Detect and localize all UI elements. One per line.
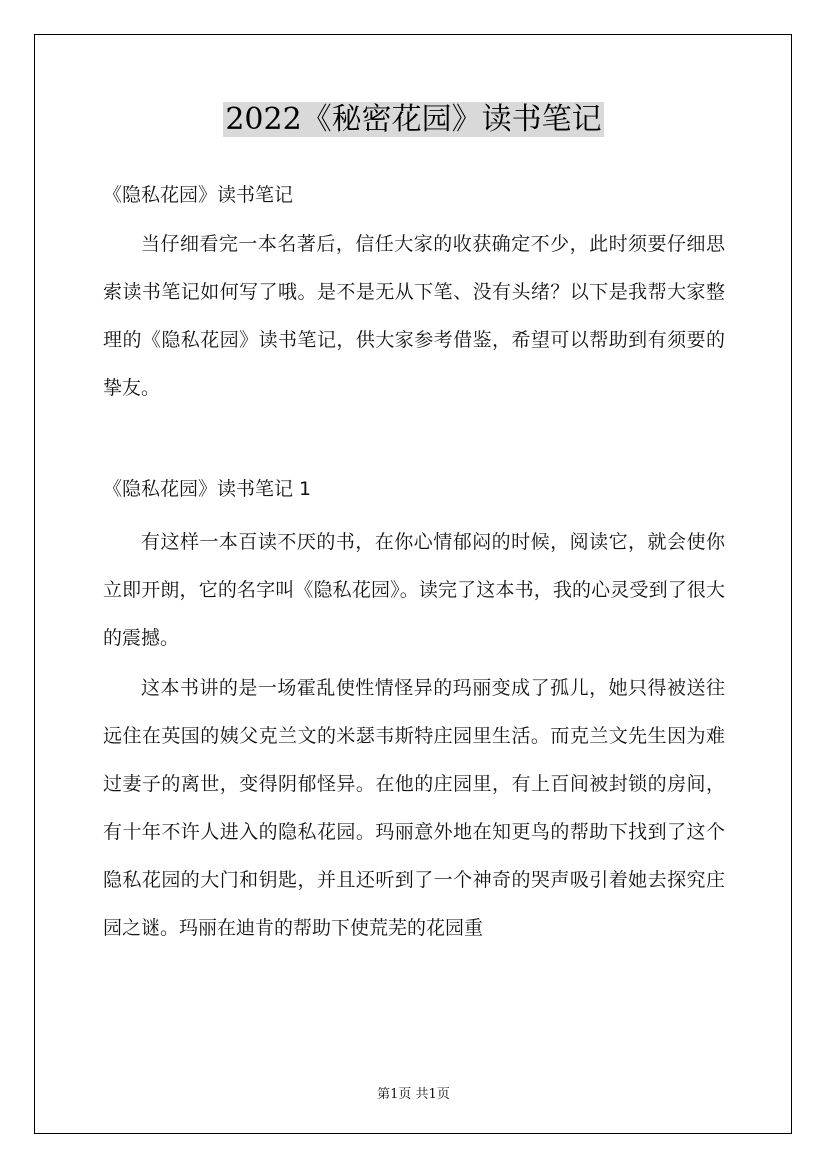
section-1-paragraph-1: 有这样一本百读不厌的书，在你心情郁闷的时候，阅读它，就会使你立即开朗，它的名字叫《隐私花园》。读完了这本书，我的心灵受到了很大的震撼。: [103, 531, 725, 649]
document-body: [103, 176, 725, 952]
section-1-paragraph-2: 这本书讲的是一场霍乱使性情怪异的玛丽变成了孤儿，她只得被送往远住在英国的姨父克兰文的米瑟韦斯特庄园里生活。而克兰文先生因为难过妻子的离世，变得阴郁怪异。在他的庄园里，有上百间被封锁的房间，有十年不许人进入的隐私花园。玛丽意外地在知更鸟的帮助下找到了这个隐私花园的大门和钥匙，并且还听到了一个神奇的哭声吸引着她去探究庄园之谜。玛丽在迪肯的帮助下使荒芜的花园重: [103, 677, 725, 939]
intro-heading: 《隐私花园》读书笔记: [103, 184, 294, 206]
document-title: [0, 100, 827, 140]
document-title-text: 2022《秘密花园》读书笔记: [225, 102, 602, 137]
section-1-heading: 《隐私花园》读书笔记 1: [103, 478, 312, 500]
page-footer: 第1页 共1页: [377, 1087, 450, 1102]
intro-paragraph: 当仔细看完一本名著后，信任大家的收获确定不少，此时须要仔细思索读书笔记如何写了哦。是不是无从下笔、没有头绪？以下是我帮大家整理的《隐私花园》读书笔记，供大家参考借鉴，希望可以帮助到有须要的挚友。: [103, 233, 725, 399]
